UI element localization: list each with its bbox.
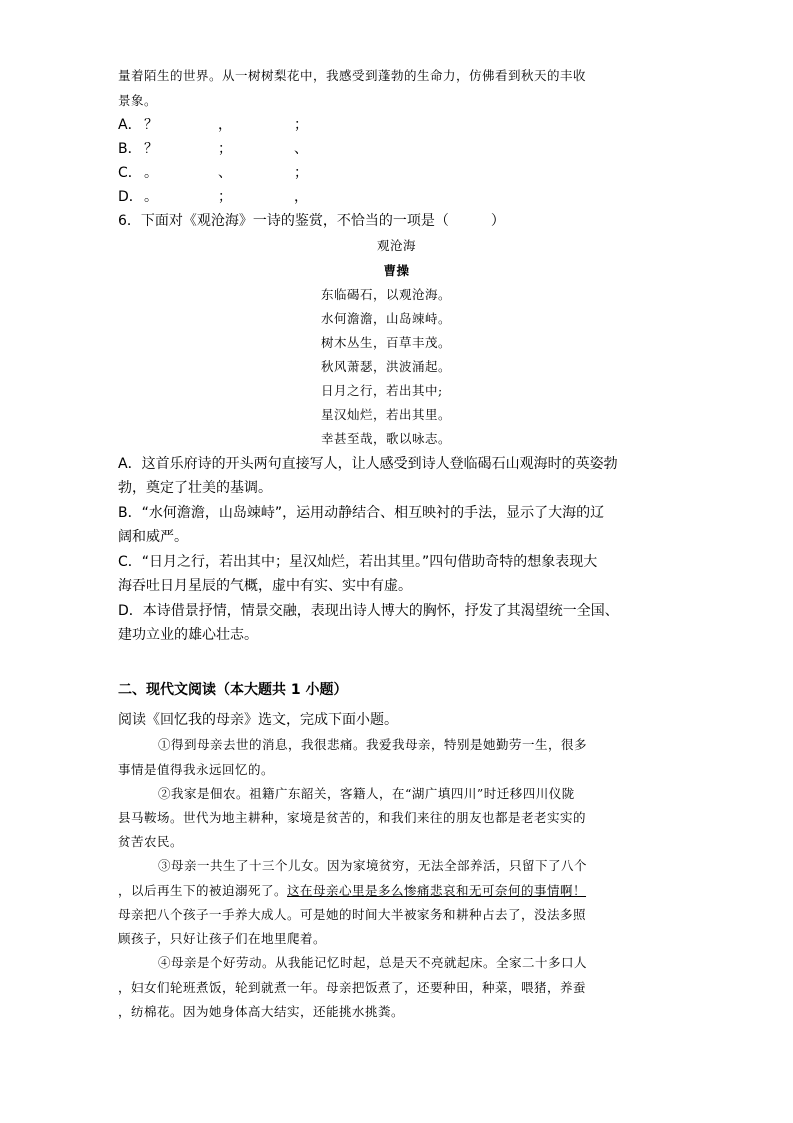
poem-line: 星汉灿烂，若出其里。 [321,407,452,422]
plain-text: ，以后再生下的被迫溺死了。 [118,883,288,898]
option-mark-3: 、 [294,141,308,157]
q6-option-c-line1: C．“日月之行，若出其中；星汉灿烂，若出其里。”四句借助奇特的想象表现大 [118,554,598,570]
poem-line: 树木丛生，百草丰茂。 [321,335,452,350]
passage-paragraph-2-line2: 县马鞍场。世代为地主耕种，家境是贫苦的，和我们来往的朋友也都是老老实实的 [118,810,587,825]
passage-paragraph-3-line3: 母亲把八个孩子一手养大成人。可是她的时间大半被家务和耕种占去了，没法多照 [118,907,587,922]
q6-option-d-line2: 建功立业的雄心壮志。 [118,627,258,643]
passage-paragraph-2-line3: 贫苦农民。 [118,834,184,849]
option-label: C． [118,165,142,181]
passage-paragraph-1-line2: 事情是值得我永远回忆的。 [118,762,275,777]
q6-option-b-line2: 阔和威严。 [118,529,188,545]
poem-title: 观沧海 [376,238,416,253]
option-mark-1: ？ [144,117,158,133]
option-mark-2: ， [218,117,232,133]
passage-paragraph-1-line1: ①得到母亲去世的消息，我很悲痛。我爱我母亲，特别是她勤劳一生，很多 [158,737,588,752]
poem-line: 东临碣石，以观沧海。 [321,287,452,302]
passage-paragraph-4-line1: ④母亲是个好劳动。从我能记忆时起，总是天不亮就起床。全家二十多口人 [158,955,588,970]
q6-option-a-line2: 勃，奠定了壮美的基调。 [118,480,272,496]
intro-line-2: 景象。 [118,93,158,108]
option-mark-2: ； [218,189,232,205]
option5-d [118,189,418,205]
section-2-heading: 二、现代文阅读（本大题共 1 小题） [118,682,348,698]
option-label: A． [118,117,142,133]
poem-line: 水何澹澹，山岛竦峙。 [321,311,452,326]
passage-paragraph-2-line1: ②我家是佃农。祖籍广东韶关，客籍人，在“湖广填四川”时迁移四川仪陇 [158,786,575,801]
option-mark-1: ？ [144,141,158,157]
option-mark-2: ； [218,141,232,157]
option-mark-3: ； [294,165,308,181]
intro-line-1: 量着陌生的世界。从一树树梨花中，我感受到蓬勃的生命力，仿佛看到秋天的丰收 [118,68,587,83]
option-mark-3: ； [294,117,308,133]
passage-paragraph-3-line2 [118,883,586,899]
passage-paragraph-3-line1: ③母亲一共生了十三个儿女。因为家境贫穷，无法全部养活，只留下了八个 [158,858,588,873]
poem-line: 秋风萧瑟，洪波涌起。 [321,359,452,374]
option-label: D． [118,189,143,205]
option-mark-2: 、 [218,165,232,181]
option5-c [118,165,418,181]
poem-line: 幸甚至哉，歌以咏志。 [321,431,452,446]
option5-a [118,117,418,133]
option-mark-1: 。 [144,165,158,181]
passage-paragraph-4-line3: ，纺棉花。因为她身体高大结实，还能挑水挑粪。 [118,1004,405,1019]
passage-paragraph-4-line2: ，妇女们轮班煮饭，轮到就煮一年。母亲把饭煮了，还要种田，种菜，喂猪，养蚕 [118,980,587,995]
poem-author: 曹操 [383,263,410,278]
reading-instruction: 阅读《回忆我的母亲》选文，完成下面小题。 [118,712,398,728]
q6-option-d-line1: D．本诗借景抒情，情景交融，表现出诗人博大的胸怀，抒发了其渴望统一全国、 [118,603,619,619]
question-6-stem: 6．下面对《观沧海》一诗的鉴赏，不恰当的一项是（ ） [118,213,505,229]
option5-b [118,141,418,157]
option-mark-1: 。 [144,189,158,205]
passage-paragraph-3-line4: 顾孩子，只好让孩子们在地里爬着。 [118,931,327,946]
option-label: B． [118,141,142,157]
option-mark-3: ， [294,189,308,205]
q6-option-b-line1: B．“水何澹澹，山岛竦峙”，运用动静结合、相互映衬的手法，显示了大海的辽 [118,505,605,521]
q6-option-c-line2: 海吞吐日月星辰的气概，虚中有实、实中有虚。 [118,578,412,594]
q6-option-a-line1: A．这首乐府诗的开头两句直接写人，让人感受到诗人登临碣石山观海时的英姿勃 [118,456,618,472]
underlined-sentence: 这在母亲心里是多么惨痛悲哀和无可奈何的事情啊！ [287,883,587,898]
poem-line: 日月之行，若出其中; [321,383,443,398]
